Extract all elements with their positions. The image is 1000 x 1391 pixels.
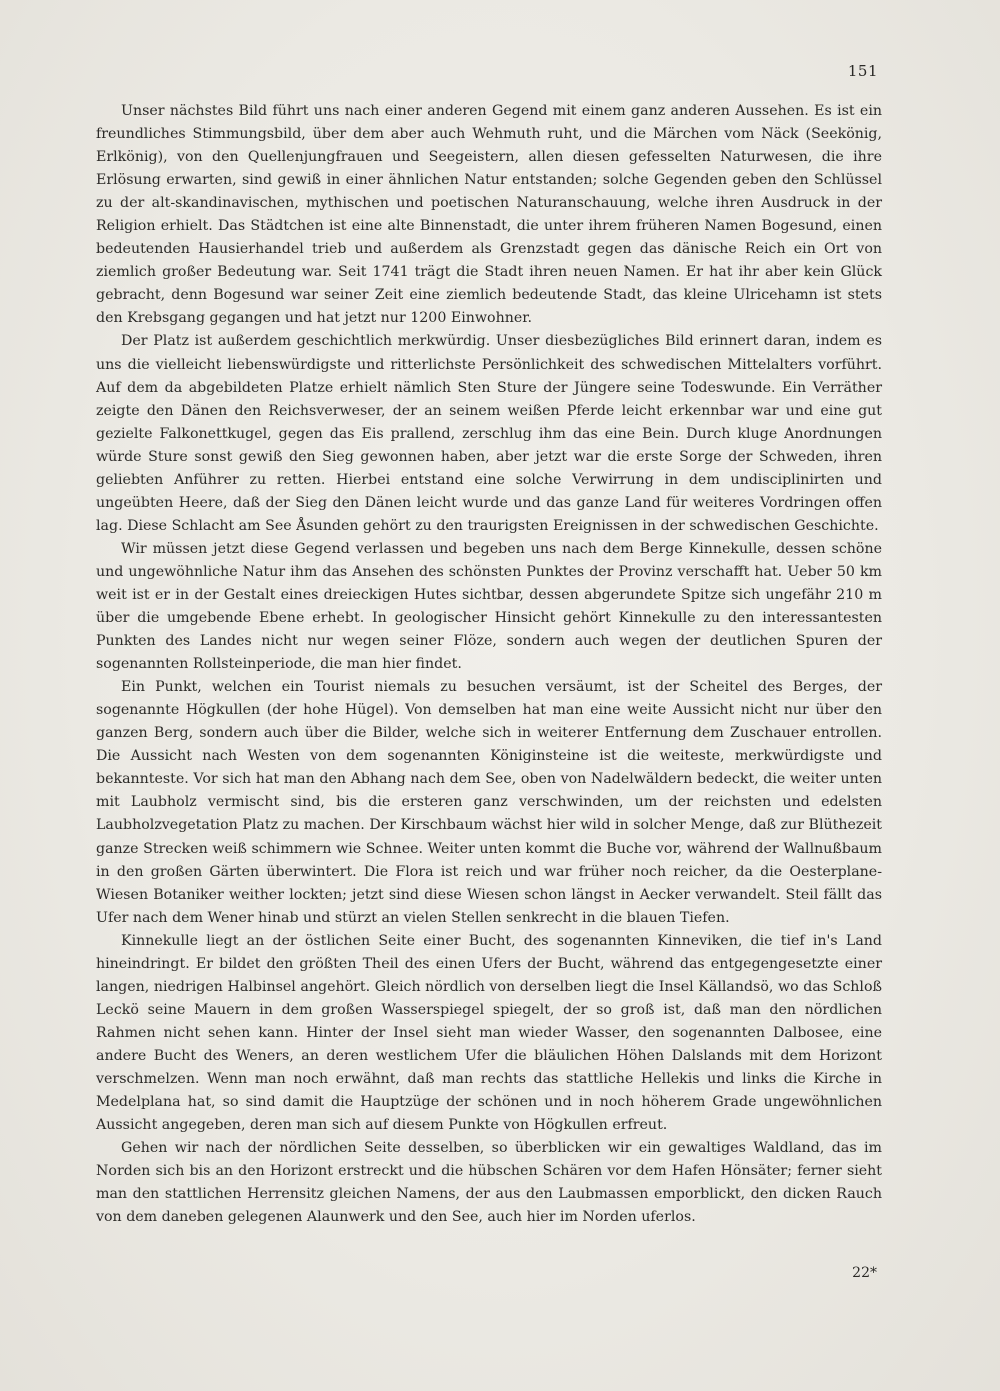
paragraph-3: Wir müssen jetzt diese Gegend verlassen und begeben uns nach dem Berge Kinnekulle, dessen schöne und ungewöhnliche Natur ihm das Ansehen des schönsten Punktes der Provinz verschafft hat. Ueber 50 km weit ist er in der Gestalt eines dreieckigen Hutes sichtbar, dessen abgerundete Spitze sich ungefähr 210 m über die umgebende Ebene erhebt. In geologischer Hinsicht gehört Kinnekulle zu den interessantesten Punkten des Landes nicht nur wegen seiner Flöze, sondern auch wegen der deutlichen Spuren der sogenannten Rollsteinperiode, die man hier findet. (96, 540, 882, 673)
paragraph-2: Der Platz ist außerdem geschichtlich merkwürdig. Unser diesbezügliches Bild erinnert daran, indem es uns die vielleicht liebenswürdigste und ritterlichste Persönlichkeit des schwedischen Mittelalters vorführt. Auf dem da abgebildeten Platze erhielt nämlich Sten Sture der Jüngere seine Todeswunde. Ein Verräther zeigte den Dänen den Reichsverweser, der an seinem weißen Pferde leicht erkennbar war und eine gut gezielte Falkonettkugel, gegen das Eis prallend, zerschlug ihm das eine Bein. Durch kluge Anordnungen würde Sture sonst gewiß den Sieg gewonnen haben, aber jetzt war die erste Sorge der Schweden, ihren geliebten Anführer zu retten. Hierbei entstand eine solche Verwirrung in dem undisciplinirten und ungeübten Heere, daß der Sieg den Dänen leicht wurde und das ganze Land für weiteres Vordringen offen lag. Diese Schlacht am See Åsunden gehört zu den traurigsten Ereignissen in der schwedischen Geschichte. (96, 333, 882, 534)
paragraph-1: Unser nächstes Bild führt uns nach einer anderen Gegend mit einem ganz anderen Aussehen. Es ist ein freundliches Stimmungsbild, über dem aber auch Wehmuth ruht, und die Märchen vom Näck (Seekönig, Erlkönig), von den Quellenjungfrauen und Seegeistern, allen diesen gefesselten Naturwesen, die ihre Erlösung erwarten, sind gewiß in einer ähnlichen Natur entstanden; solche Gegenden geben den Schlüssel zu der alt-skandinavischen, mythischen und poetischen Naturanschauung, welche ihren Ausdruck in der Religion erhielt. Das Städtchen ist eine alte Binnenstadt, die unter ihrem früheren Namen Bogesund, einen bedeutenden Hausierhandel trieb und außerdem als Grenzstadt gegen das dänische Reich ein Ort von ziemlich großer Bedeutung war. Seit 1741 trägt die Stadt ihren neuen Namen. Er hat ihr aber kein Glück gebracht, denn Bogesund war seiner Zeit eine ziemlich bedeutende Stadt, das kleine Ulricehamn ist stets den Krebsgang gegangen und hat jetzt nur 1200 Einwohner. (96, 103, 882, 327)
sheet-signature: 22* (852, 1265, 877, 1281)
body-text (96, 100, 882, 1229)
page-number: 151 (847, 62, 878, 80)
paragraph-5: Kinnekulle liegt an der östlichen Seite einer Bucht, des sogenannten Kinneviken, die tief in's Land hineindringt. Er bildet den größten Theil des einen Ufers der Bucht, während das entgegengesetzte einer langen, niedrigen Halbinsel angehört. Gleich nördlich von derselben liegt die Insel Källandsö, wo das Schloß Leckö seine Mauern in dem großen Wasserspiegel spiegelt, der so groß ist, daß man den nördlichen Rahmen nicht sehen kann. Hinter der Insel sieht man wieder Wasser, den sogenannten Dalbosee, eine andere Bucht des Weners, an deren westlichem Ufer die bläulichen Höhen Dalslands mit dem Horizont verschmelzen. Wenn man noch erwähnt, daß man rechts das stattliche Hellekis und links die Kirche in Medelplana hat, so sind damit die Hauptzüge der schönen und in noch höherem Grade ungewöhnlichen Aussicht angegeben, deren man sich auf diesem Punkte von Högkullen erfreut. (96, 932, 882, 1134)
paragraph-4: Ein Punkt, welchen ein Tourist niemals zu besuchen versäumt, ist der Scheitel des Berges, der sogenannte Högkullen (der hohe Hügel). Von demselben hat man eine weite Aussicht nicht nur über den ganzen Berg, sondern auch über die Bilder, welche sich in weiterer Entfernung dem Zuschauer entrollen. Die Aussicht nach Westen von dem sogenannten Königinsteine ist die weiteste, merkwürdigste und bekannteste. Vor sich hat man den Abhang nach dem See, oben von Nadelwäldern bedeckt, die weiter unten mit Laubholz vermischt sind, bis die ersteren ganz verschwinden, um der reichsten und edelsten Laubholzvegetation Platz zu machen. Der Kirschbaum wächst hier wild in solcher Menge, daß zur Blüthezeit ganze Strecken weiß schimmern wie Schnee. Weiter unten kommt die Buche vor, während der Wallnußbaum in den großen Gärten überwintert. Die Flora ist reich und war früher noch reicher, da die Oesterplane-Wiesen Botaniker weither lockten; jetzt sind diese Wiesen schon längst in Aecker verwandelt. Steil fällt das Ufer nach dem Wener hinab und stürzt an vielen Stellen senkrecht in die blauen Tiefen. (96, 679, 882, 926)
paragraph-6: Gehen wir nach der nördlichen Seite desselben, so überblicken wir ein gewaltiges Waldland, das im Norden sich bis an den Horizont erstreckt und die hübschen Schären vor dem Hafen Hönsäter; ferner sieht man den stattlichen Herrensitz gleichen Namens, der aus den Laubmassen emporblickt, den dicken Rauch von dem daneben gelegenen Alaunwerk und den See, auch hier im Norden uferlos. (96, 1140, 882, 1226)
